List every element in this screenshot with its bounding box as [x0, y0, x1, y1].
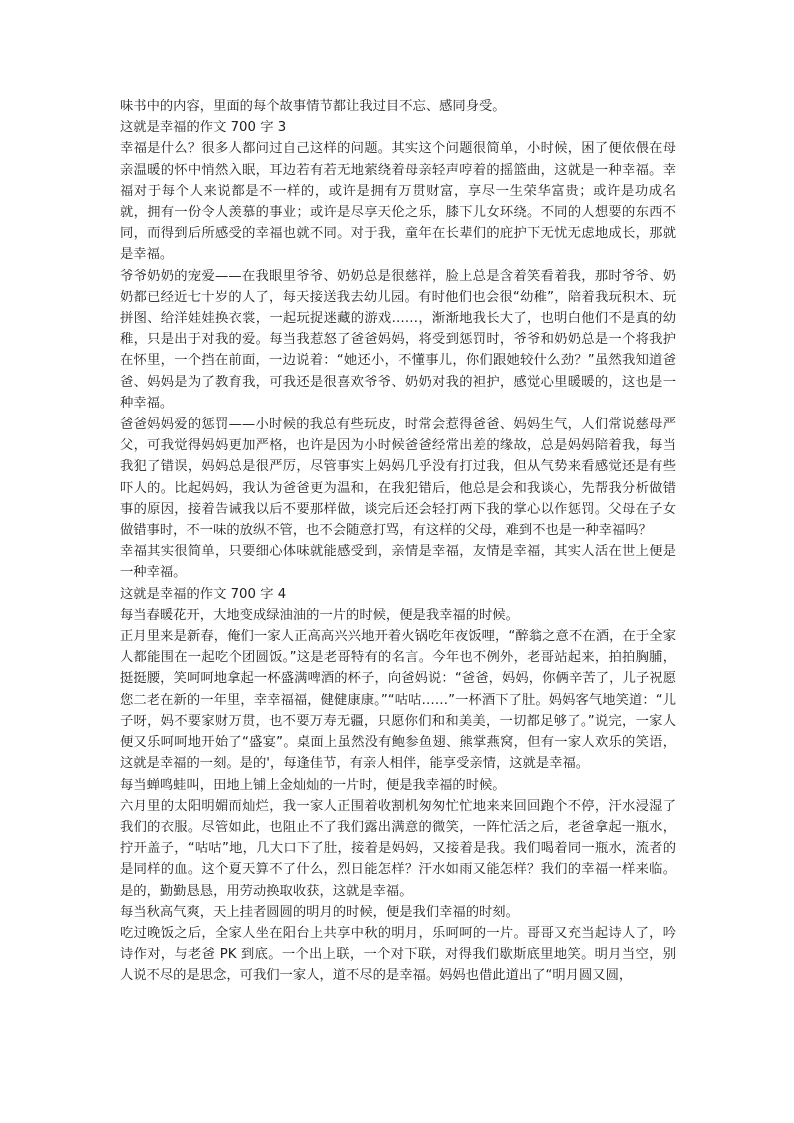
paragraph: 正月里来是新春，俺们一家人正高高兴兴地开着火锅吃年夜饭哩，“醉翁之意不在酒，在于全家人都能围在一起吃个团圆饭。”这是老哥特有的名言。今年也不例外，老哥站起来，拍拍胸脯，挺挺腰，笑呵呵地拿起一杯盛满啤酒的杯子，向爸妈说：“爸爸，妈妈，你俩辛苦了，儿子祝愿您二老在新的一年里，幸幸福福，健健康康。”“咕咕……”一杯酒下了肚。妈妈客气地笑道：“儿子呀，妈不要家财万贯，也不要万寿无疆，只愿你们和和美美，一切都足够了。”说完，一家人便又乐呵呵地开始了“盛宴”。桌面上虽然没有鲍参鱼翅、熊掌燕窝，但有一家人欢乐的笑语，这就是幸福的一刻。是的'，每逢佳节，有亲人相伴，能享受亲情，这就是幸福。: [120, 629, 676, 772]
paragraph: 六月里的太阳明媚而灿烂，我一家人正围着收割机匆匆忙忙地来来回回跑个不停，汗水浸湿了我们的衣服。尽管如此，也阻止不了我们露出满意的微笑，一阵忙活之后，老爸拿起一瓶水，拧开盖子，“咕咕”地，几大口下了肚，接着是妈妈，又接着是我。我们喝着同一瓶水，流者的是同样的血。这个夏天算不了什么，烈日能怎样？汗水如雨又能怎样？我们的幸福一样来临。是的，勤勤恳恳，用劳动换取收获，这就是幸福。: [120, 798, 676, 899]
paragraph: 每当春暖花开，大地变成绿油油的一片的时候，便是我幸福的时候。: [120, 607, 519, 623]
section-heading: 这就是幸福的作文 700 字 4: [120, 586, 287, 602]
paragraph: 幸福其实很简单，只要细心体味就能感受到，亲情是幸福，友情是幸福，其实人活在世上便是一种幸福。: [120, 544, 676, 581]
paragraph: 每当秋高气爽，天上挂者圆圆的明月的时候，便是我们幸福的时刻。: [120, 904, 519, 920]
paragraph: 爸爸妈妈爱的惩罚——小时候的我总有些玩皮，时常会惹得爸爸、妈妈生气，人们常说慈母严父，可我觉得妈妈更加严格，也许是因为小时候爸爸经常出差的缘故，总是妈妈陪着我，每当我犯了错误，妈妈总是很严厉，尽管事实上妈妈几乎没有打过我，但从气势来看感觉还是有些吓人的。比起妈妈，我认为爸爸更为温和，在我犯错后，他总是会和我谈心，先帮我分析做错事的原因，接着告诫我以后不要那样做，谈完后还会轻打两下我的掌心以作惩罚。父母在子女做错事时，不一味的放纵不管，也不会随意打骂，有这样的父母，难到不也是一种幸福吗？: [120, 417, 676, 539]
paragraph: 每当蝉鸣蛙叫，田地上铺上金灿灿的一片时，便是我幸福的时候。: [120, 777, 506, 793]
paragraph: 吃过晚饭之后，全家人坐在阳台上共享中秋的明月，乐呵呵的一片。哥哥又充当起诗人了，吟诗作对，与老爸 PK 到底。一个出上联，一个对下联，对得我们歇斯底里地笑。明月当空，别人说不尽的是思念，可我们一家人，道不尽的是幸福。妈妈也借此道出了“明月圆又圆，: [120, 925, 676, 984]
paragraph: 味书中的内容，里面的每个故事情节都让我过目不忘、感同身受。: [120, 99, 506, 114]
document-page: [120, 96, 676, 987]
section-heading: 这就是幸福的作文 700 字 3: [120, 120, 287, 136]
paragraph: 幸福是什么？很多人都问过自己这样的问题。其实这个问题很简单，小时候，困了便依偎在母亲温暖的怀中悄然入眠，耳边若有若无地萦绕着母亲轻声哼着的摇篮曲，这就是一种幸福。幸福对于每个人来说都是不一样的，或许是拥有万贯财富，享尽一生荣华富贵；或许是功成名就，拥有一份令人羡慕的事业；或许是尽享天伦之乐，膝下儿女环绕。不同的人想要的东西不同，而得到后所感受的幸福也就不同。对于我，童年在长辈们的庇护下无忧无虑地成长，那就是幸福。: [120, 141, 676, 263]
paragraph: 爷爷奶奶的宠爱——在我眼里爷爷、奶奶总是很慈祥，脸上总是含着笑看着我，那时爷爷、奶奶都已经近七十岁的人了，每天接送我去幼儿园。有时他们也会很“幼稚”，陪着我玩积木、玩拼图、给洋娃娃换衣裳，一起玩捉迷藏的游戏……，渐渐地我长大了，也明白他们不是真的幼稚，只是出于对我的爱。每当我惹怒了爸爸妈妈，将受到惩罚时，爷爷和奶奶总是一个将我护在怀里，一个挡在前面，一边说着：“她还小，不懂事儿，你们跟她较什么劲？”虽然我知道爸爸、妈妈是为了教育我，可我还是很喜欢爷爷、奶奶对我的袒护，感觉心里暖暖的，这也是一种幸福。: [120, 268, 676, 411]
